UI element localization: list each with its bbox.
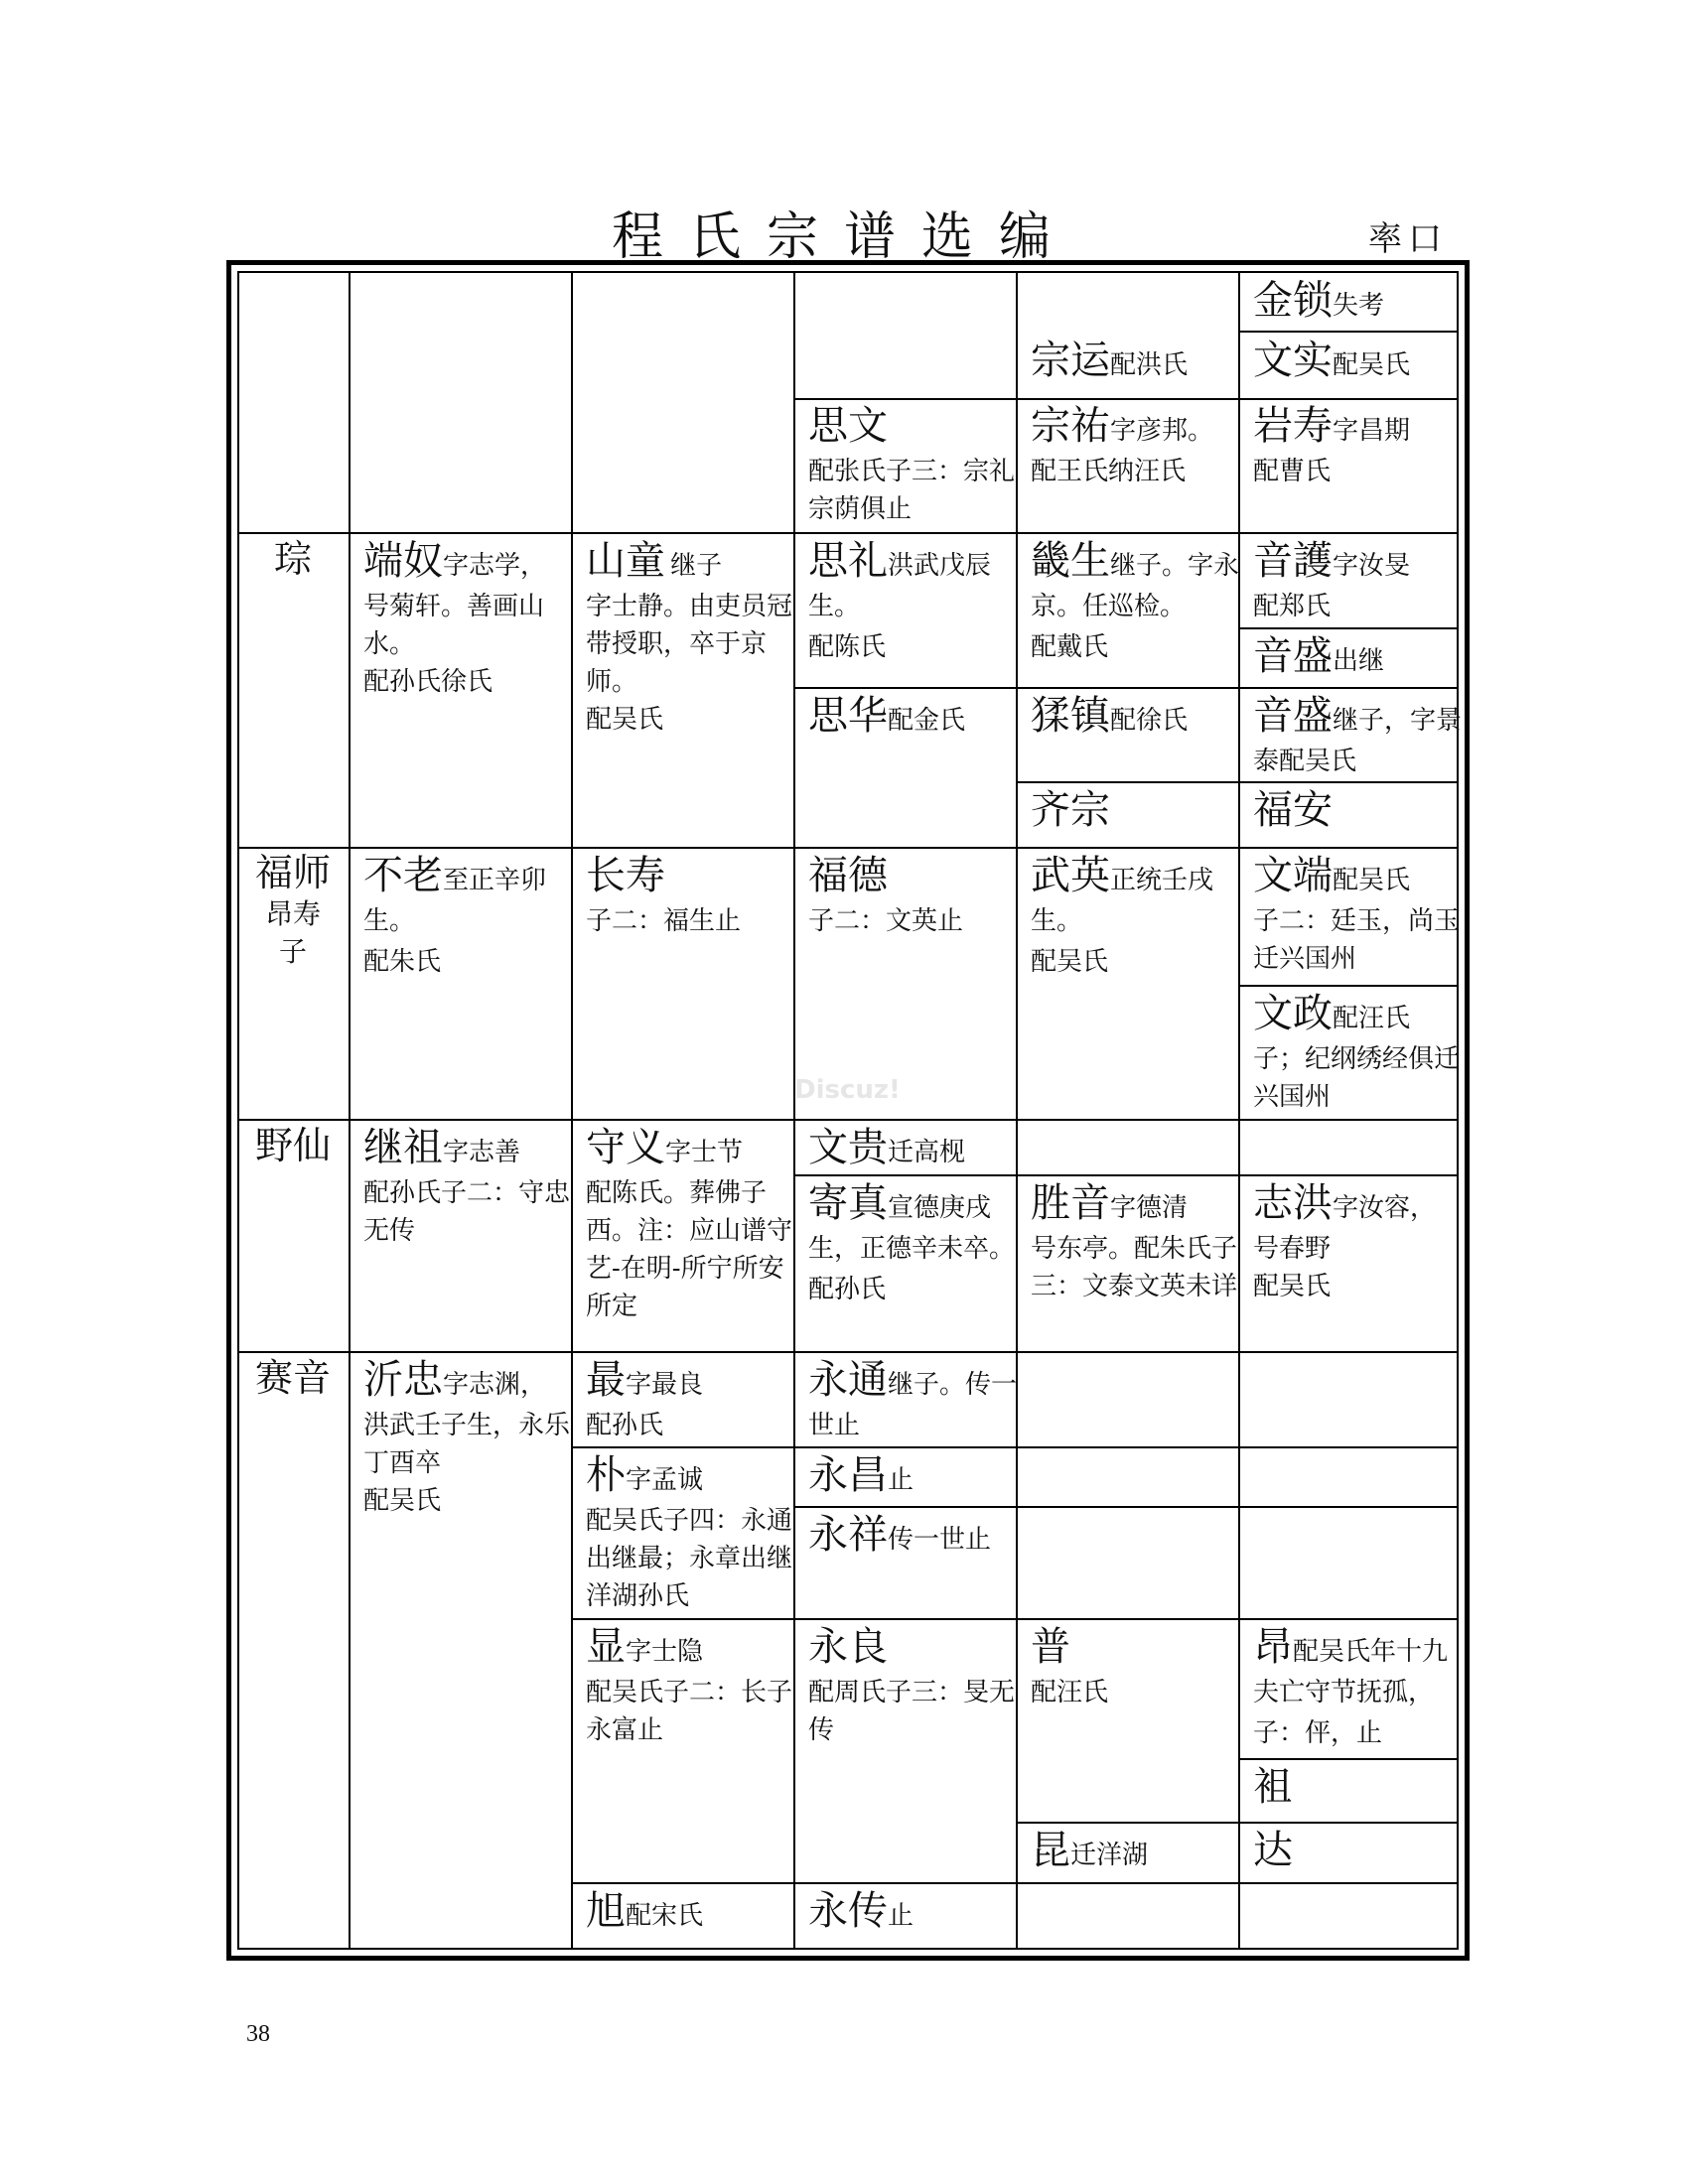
gen-label-saiyin: 赛音 xyxy=(254,1356,331,1400)
entry-zui: 最字最良 配孙氏 xyxy=(586,1357,704,1440)
entry-yongchuan: 永传止 xyxy=(808,1888,914,1934)
entry-yongliang: 永良 配周氏子三：旻无传 xyxy=(808,1624,1016,1745)
entry-zongyou: 宗祐字彦邦。 配王氏纳汪氏 xyxy=(1031,403,1214,486)
entry-pu: 朴字孟诚 配吴氏子四：永通出继最；永章出继洋湖孙氏 xyxy=(586,1452,793,1611)
entry-kun: 昆迁洋湖 xyxy=(1031,1828,1149,1873)
row-line xyxy=(1238,331,1459,333)
entry-zongyun: 宗运配洪氏 xyxy=(1031,338,1189,383)
entry-yongchang: 永昌止 xyxy=(808,1452,914,1498)
entry-pu2: 普 配汪氏 xyxy=(1031,1624,1109,1707)
gen-label-yexian: 野仙 xyxy=(254,1124,331,1167)
row-line xyxy=(1238,985,1459,987)
entry-qizong: 齐宗 xyxy=(1031,787,1110,833)
entry-sili: 思礼洪武戊辰生。 配陈氏 xyxy=(808,538,992,662)
entry-duannu: 端奴字志学， 号菊轩。善画山水。 配孙氏徐氏 xyxy=(363,538,547,697)
watermark: Discuz! xyxy=(794,1075,901,1105)
entry-yinsheng-1: 音盛出继 xyxy=(1253,633,1385,679)
entry-jizu: 继祖字志善 配孙氏子二：守忠无传 xyxy=(363,1125,571,1246)
page-title: 程氏宗谱选编 xyxy=(611,207,1076,267)
entry-shantong: 山童 继子 字士静。由吏员冠带授职，卒于京师。 配吴氏 xyxy=(586,538,793,735)
entry-jizhen: 寄真宣德庚戌生，正德辛未卒。 配孙氏 xyxy=(808,1180,1016,1304)
entry-xu: 旭配宋氏 xyxy=(586,1888,704,1934)
row-line xyxy=(793,1174,1459,1176)
entry-xian: 显字士隐 配吴氏子二：长子永富止 xyxy=(586,1624,793,1745)
entry-wuying: 武英正统壬戌生。 配吴氏 xyxy=(1031,853,1214,977)
column-line xyxy=(349,271,351,1950)
entry-yongtong: 永通继子。传一世止 xyxy=(808,1357,1018,1440)
page-location: 率口 xyxy=(1368,219,1448,259)
entry-bulao: 不老至正辛卯生。 配朱氏 xyxy=(363,853,547,977)
entry-caozhen: 猱镇配徐氏 xyxy=(1031,693,1189,739)
entry-fuan: 福安 xyxy=(1253,787,1333,833)
entry-wenzheng: 文政配汪氏 子；纪纲绣经俱迁兴国州 xyxy=(1253,991,1461,1112)
gen-label-qiong: 琮 xyxy=(273,537,312,581)
entry-jinsuo: 金锁失考 xyxy=(1253,278,1385,324)
row-line xyxy=(1238,1758,1459,1760)
row-line xyxy=(793,1506,1459,1508)
entry-changshou: 长寿 子二：福生止 xyxy=(586,853,742,936)
entry-ang: 昂配吴氏年十九夫亡守节抚孤，子：伻，止 xyxy=(1253,1624,1449,1748)
row-line xyxy=(237,1351,1459,1353)
entry-jisheng: 畿生继子。字永京。任巡检。 配戴氏 xyxy=(1031,538,1240,662)
row-line xyxy=(237,1119,1459,1121)
entry-yinsheng-2: 音盛继子，字景泰配吴氏 xyxy=(1253,693,1463,776)
gen-label-fushi: 福师 昂寿 子 xyxy=(254,851,331,968)
entry-da: 达 xyxy=(1253,1828,1293,1873)
entry-yizhong: 沂忠字志渊， 洪武壬子生，永乐丁酉卒 配吴氏 xyxy=(363,1357,571,1516)
row-line xyxy=(793,398,1459,400)
page-number: 38 xyxy=(246,2021,270,2047)
column-line xyxy=(571,271,573,1950)
entry-zhihong: 志洪字汝容， 号春野 配吴氏 xyxy=(1253,1180,1437,1301)
entry-yinhu: 音護字汝旻 配郑氏 xyxy=(1253,538,1411,621)
row-line xyxy=(571,1446,793,1448)
row-line xyxy=(1238,627,1459,629)
entry-wenduan: 文端配吴氏 子二：廷玉，尚玉迁兴国州 xyxy=(1253,853,1461,974)
row-line xyxy=(571,1882,1459,1884)
entry-wenshi: 文实配吴氏 xyxy=(1253,338,1411,383)
entry-sihua: 思华配金氏 xyxy=(808,693,966,739)
entry-yanshou: 岩寿字昌期 配曹氏 xyxy=(1253,403,1411,486)
entry-siwen: 思文 配张氏子三：宗礼宗荫俱止 xyxy=(808,403,1016,524)
entry-wengui: 文贵迁高枧 xyxy=(808,1125,966,1170)
entry-shengyin: 胜音字德清 号东亭。配朱氏子三：文泰文英未详 xyxy=(1031,1180,1238,1301)
entry-shouyi: 守义字士节 配陈氏。葬佛子西。注：应山谱守艺-在明-所宁所安所定 xyxy=(586,1125,793,1321)
row-line xyxy=(237,847,1459,849)
row-line xyxy=(1016,1822,1459,1824)
entry-zu: 袓 xyxy=(1253,1764,1293,1810)
entry-fude: 福德 子二：文英止 xyxy=(808,853,964,936)
row-line xyxy=(571,1618,1459,1620)
entry-yongxiang: 永祥传一世止 xyxy=(808,1512,992,1558)
row-line xyxy=(793,687,1459,689)
row-line xyxy=(237,532,1459,534)
